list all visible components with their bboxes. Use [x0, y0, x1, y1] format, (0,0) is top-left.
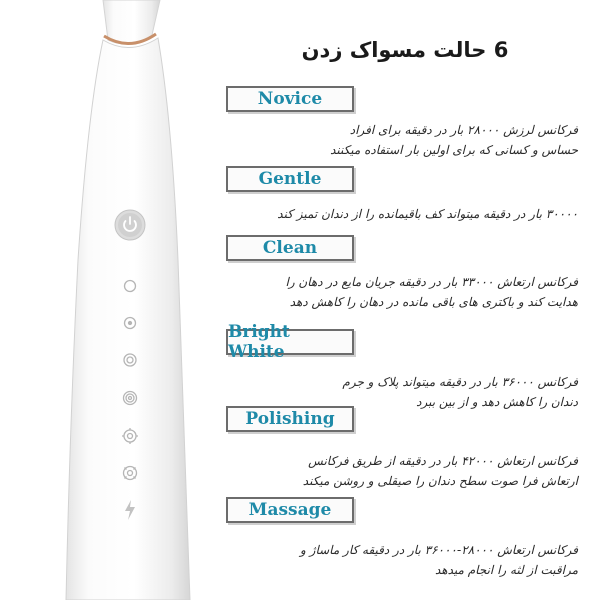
description-line: هدایت کند و باکتری های باقی مانده در دهان را کاهش دهد — [289, 295, 578, 309]
description-line: دندان را کاهش دهد و از بین ببرد — [416, 395, 578, 409]
toothbrush-illustration — [0, 0, 215, 600]
mode-description-polishing — [303, 451, 578, 491]
mode-label-polishing: Polishing — [226, 406, 354, 432]
page-title: 6 حالت مسواک زدن — [301, 38, 509, 62]
mode-description-novice — [330, 120, 578, 160]
mode-label-novice: Novice — [226, 86, 354, 112]
description-line: ۳۰۰۰۰ بار در دقیقه میتواند کف باقیمانده را از دندان تمیز کند — [277, 207, 578, 221]
mode-label-bright-white: Bright White — [226, 329, 354, 355]
description-line: فرکانس ۳۶۰۰۰ بار در دقیقه میتواند پلاک و جرم — [342, 375, 578, 389]
description-line: فرکانس ارتعاش ۲۸۰۰۰-۳۶۰۰۰ بار در دقیقه کار ماساژ و — [300, 543, 578, 557]
description-line: فرکانس لرزش ۲۸۰۰۰ بار در دقیقه برای افراد — [349, 123, 578, 137]
mode-label-massage: Massage — [226, 497, 354, 523]
description-line: فرکانس ارتعاش ۴۲۰۰۰ بار در دقیقه از طریق فرکانس — [308, 454, 578, 468]
mode-description-clean — [285, 272, 578, 312]
mode-description-massage — [300, 540, 578, 580]
description-line: حساس و کسانی که برای اولین بار استفاده میکنند — [330, 143, 578, 157]
description-line: ارتعاش فرا صوت سطح دندان را صیقلی و روشن میکند — [302, 474, 578, 488]
mode-description-bright-white — [342, 372, 578, 412]
power-icon[interactable] — [115, 210, 145, 240]
description-line: مراقبت از لثه را انجام میدهد — [434, 563, 578, 577]
mode-label-gentle: Gentle — [226, 166, 354, 192]
mode-description-gentle — [277, 204, 578, 224]
mode-label-clean: Clean — [226, 235, 354, 261]
description-line: فرکانس ارتعاش ۳۳۰۰۰ بار در دقیقه جریان مایع در دهان را — [285, 275, 578, 289]
